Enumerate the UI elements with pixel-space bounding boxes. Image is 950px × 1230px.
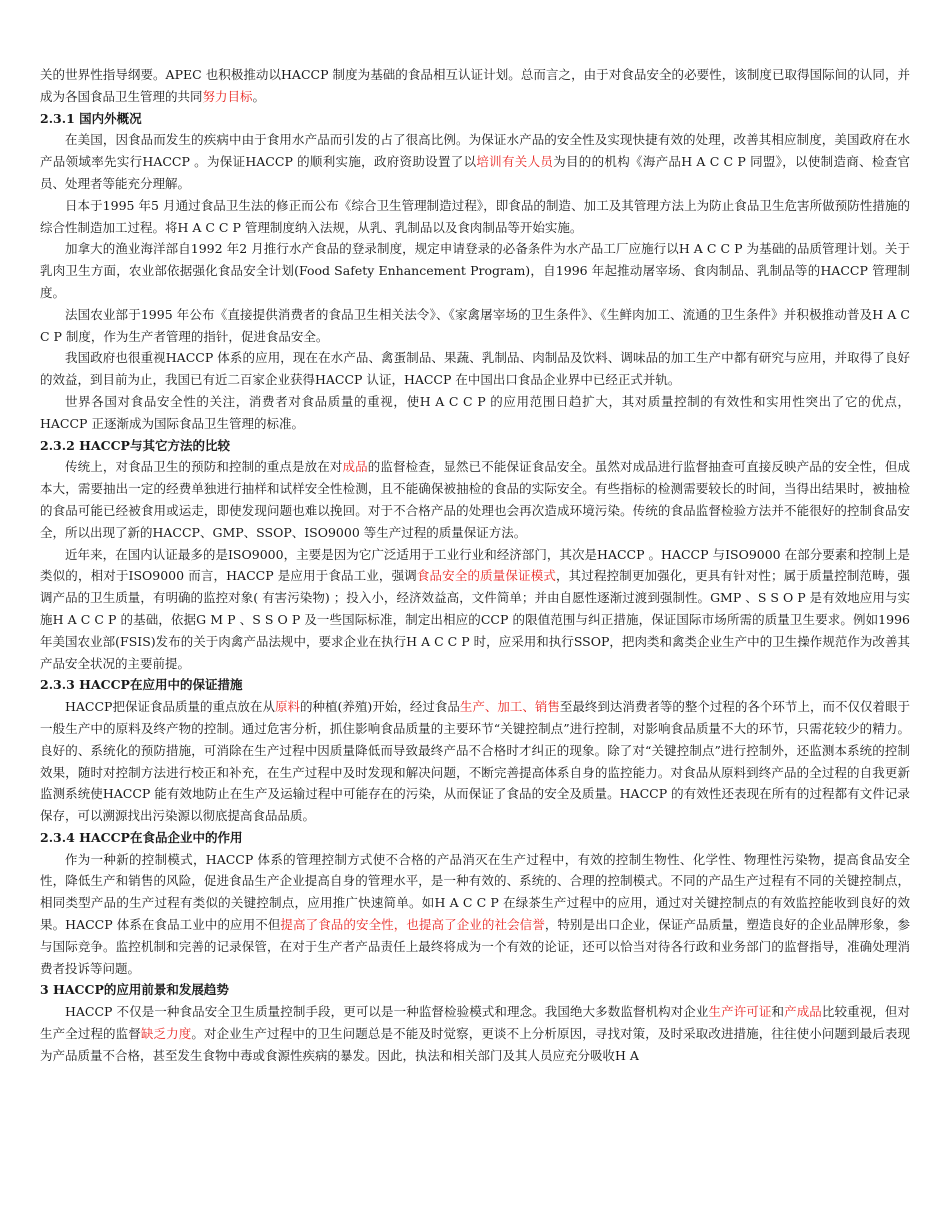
text-run: 。	[252, 88, 266, 104]
text-run: ，特别是出口企业，保证产品质量，塑造良好的企业品牌形象，参与国际竞争。监控机制和完善的记录保管，在对于生产者产品责任上最终将成为一个有效的论证，还可以恰当对待各行政和业务部门的监督指导，准确处理消费者投诉等问题。	[40, 917, 910, 976]
highlighted-text: 产成品	[784, 1004, 822, 1020]
section-heading	[40, 674, 910, 696]
paragraph	[40, 391, 910, 435]
text-run: 3 HACCP的应用前景和发展趋势	[40, 982, 229, 998]
paragraph	[40, 195, 910, 239]
text-run: 传统上，对食品卫生的预防和控制的重点是放在对	[65, 459, 343, 475]
document-body	[40, 64, 910, 1067]
text-run: 的监督检查，显然已不能保证食品安全。虽然对成品进行监督抽查可直接反映产品的安全性，但成本大，需要抽出一定的经费单独进行抽样和试样安全性检测，且不能确保被抽检的食品的实际安全。有些指标的检测需要较长的时间，当得出结果时，被抽检的食品可能已经被食用或运走，即使发现问题也难以挽回。对于不合格产品的处理也会再次造成环境污染。传统的食品监督检验方法并不能很好的控制食品安全，所以出现了新的HACCP、GMP、SSOP、ISO9000 等生产过程的质量保证方法。	[40, 459, 910, 540]
paragraph	[40, 1001, 910, 1066]
text-run: 和	[771, 1004, 785, 1020]
section-heading	[40, 435, 910, 457]
paragraph	[40, 64, 910, 108]
text-run: 关的世界性指导纲要。APEC 也积极推动以HACCP 制度为基础的食品相互认证计划。总而言之，由于对食品安全的必要性，该制度已取得国际间的认同，并成为各国食品卫生管理的共同	[40, 67, 910, 104]
text-run: 的种植(养殖)开始，经过食品	[300, 699, 460, 715]
paragraph	[40, 238, 910, 303]
highlighted-text: 生产许可证	[708, 1004, 772, 1020]
highlighted-text: 食品安全的质量保证模式	[416, 568, 556, 584]
text-run: 2.3.1 国内外概况	[40, 110, 142, 126]
paragraph	[40, 849, 910, 980]
text-run: 我国政府也很重视HACCP 体系的应用，现在在水产品、禽蛋制品、果蔬、乳制品、肉制品及饮料、调味品的加工生产中都有研究与应用，并取得了良好的效益，到目前为止，我国已有近二百家企业获得HACCP 认证，HACCP 在中国出口食品企业界中已经正式并轨。	[40, 350, 910, 388]
paragraph	[40, 696, 910, 827]
paragraph	[40, 129, 910, 194]
text-run: 。对企业生产过程中的卫生问题总是不能及时觉察，更谈不上分析原因，寻找对策，及时采取改进措施，往往使小问题到最后表现为产品质量不合格，甚至发生食物中毒或食源性疾病的暴发。因此，执法和相关部门及其人员应充分吸收H A	[40, 1026, 910, 1063]
highlighted-text: 原料	[275, 699, 301, 715]
paragraph	[40, 456, 910, 543]
text-run: 日本于1995 年5 月通过食品卫生法的修正而公布《综合卫生管理制造过程》，即食品的制造、加工及其管理方法上为防止食品卫生危害所做预防性措施的综合性制造加工过程。将H A C C P 管理制度纳入法规，从乳、乳制品以及食肉制品等开始实施。	[40, 197, 910, 235]
text-run: HACCP把保证食品质量的重点放在从	[65, 699, 276, 715]
highlighted-text: 成品	[342, 459, 368, 475]
section-heading	[40, 827, 910, 849]
text-run: 世界各国对食品安全性的关注，消费者对食品质量的重视，使H A C C P 的应用范围日趋扩大，其对质量控制的有效性和实用性突出了它的优点，HACCP 正逐渐成为国际食品卫生管理的标准。	[40, 393, 910, 431]
text-run: 作为一种新的控制模式，HACCP 体系的管理控制方式使不合格的产品消灭在生产过程中，有效的控制生物性、化学性、物理性污染物，提高食品安全性，降低生产和销售的风险，促进食品生产企业提高自身的管理水平，是一种有效的、系统的、合理的控制模式。不同的产品生产过程有不同的关键控制点，相同类型产品的生产过程有类似的关键控制点，应用推广快速简单。如H A C C P 在绿茶生产过程中的应用，通过对关键控制点的有效监控能收到良好的效果。HACCP 体系在食品工业中的应用不但	[40, 851, 910, 933]
text-run: 至最终到达消费者等的整个过程的各个环节上，而不仅仅着眼于一般生产中的原料及终产物的控制。通过危害分析，抓住影响食品质量的主要环节“关键控制点”进行控制，对影响食品质量不大的环节，只需花较少的精力。良好的、系统化的预防措施，可消除在生产过程中因质量降低而导致最终产品不合格时才纠正的现象。除了对“关键控制点”进行控制外，还监测本系统的控制效果，随时对控制方法进行校正和补充，在生产过程中及时发现和解决问题，不断完善提高体系自身的监控能力。对食品从原料到终产品的全过程的自我更新监测系统使HACCP 能有效地防止在生产及运输过程中可能存在的污染，从而保证了食品的安全及质量。HACCP 的有效性还表现在所有的过程都有文件记录保存，可以溯源找出污染源以彻底提高食品品质。	[40, 699, 910, 824]
highlighted-text: 努力目标	[202, 88, 253, 104]
highlighted-text: 缺乏力度	[140, 1026, 192, 1042]
text-run: ，其过程控制更加强化，更具有针对性；属于质量控制范畴，强调产品的卫生质量，有明确的监控对象( 有害污染物) ；投入小，经济效益高，文件简单；并由自愿性逐渐过渡到强制性。GMP 、S S O P 是有效地应用与实施H A C C P 的基础，依据G M P 、S S O P 及一些国际标准，制定出相应的CCP 的限值范围与纠正措施，保证国际市场所需的质量卫生要求。例如1996年美国农业部(FSIS)发布的关于肉禽产品法规中，要求企业在执行H A C C P 时，应采用和执行SSOP，把肉类和禽类企业生产中的卫生操作规范作为改善其产品安全状况的主要前提。	[40, 568, 910, 671]
paragraph	[40, 304, 910, 348]
text-run: 近年来，在国内认证最多的是ISO9000，主要是因为它广泛适用于工业行业和经济部门，其次是HACCP 。HACCP 与ISO9000 在部分要素和控制上是类似的，相对于ISO9000 而言，HACCP 是应用于食品工业，强调	[40, 546, 910, 584]
text-run: 法国农业部于1995 年公布《直接提供消费者的食品卫生相关法令》、《家禽屠宰场的卫生条件》、《生鲜肉加工、流通的卫生条件》并积极推动普及H A C C P 制度，作为生产者管理的指针，促进食品安全。	[40, 306, 910, 344]
paragraph	[40, 544, 910, 675]
text-run: 加拿大的渔业海洋部自1992 年2 月推行水产食品的登录制度，规定申请登录的必备条件为水产品工厂应施行以H A C C P 为基础的品质管理计划。关于乳肉卫生方面，农业部依据强化食品安全计划(Food Safety Enhancement Program)，自1996 年起推动屠宰场、食肉制品、乳制品等的HACCP 管理制度。	[40, 241, 910, 300]
highlighted-text: 提高了食品的安全性，也提高了企业的社会信誉	[280, 917, 545, 933]
text-run: HACCP 不仅是一种食品安全卫生质量控制手段，更可以是一种监督检验模式和理念。我国绝大多数监督机构对企业	[65, 1004, 709, 1020]
text-run: 为目的的机构《海产品H A C C P 同盟》，以使制造商、检查官员、处理者等能充分理解。	[40, 154, 910, 191]
section-heading	[40, 108, 910, 130]
text-run: 2.3.4 HACCP在食品企业中的作用	[40, 829, 243, 845]
text-run: 2.3.2 HACCP与其它方法的比较	[40, 437, 230, 453]
text-run: 2.3.3 HACCP在应用中的保证措施	[40, 677, 243, 693]
highlighted-text: 培训有关人员	[476, 154, 554, 170]
text-run: 比较重视，但对生产全过程的监督	[40, 1004, 910, 1042]
highlighted-text: 生产、加工、销售	[459, 699, 560, 715]
text-run: 在美国，因食品而发生的疾病中由于食用水产品而引发的占了很高比例。为保证水产品的安全性及实现快捷有效的处理，改善其相应制度，美国政府在水产品领域率先实行HACCP 。为保证HACCP 的顺利实施，政府资助设置了以	[40, 132, 910, 170]
section-heading	[40, 979, 910, 1001]
paragraph	[40, 347, 910, 391]
